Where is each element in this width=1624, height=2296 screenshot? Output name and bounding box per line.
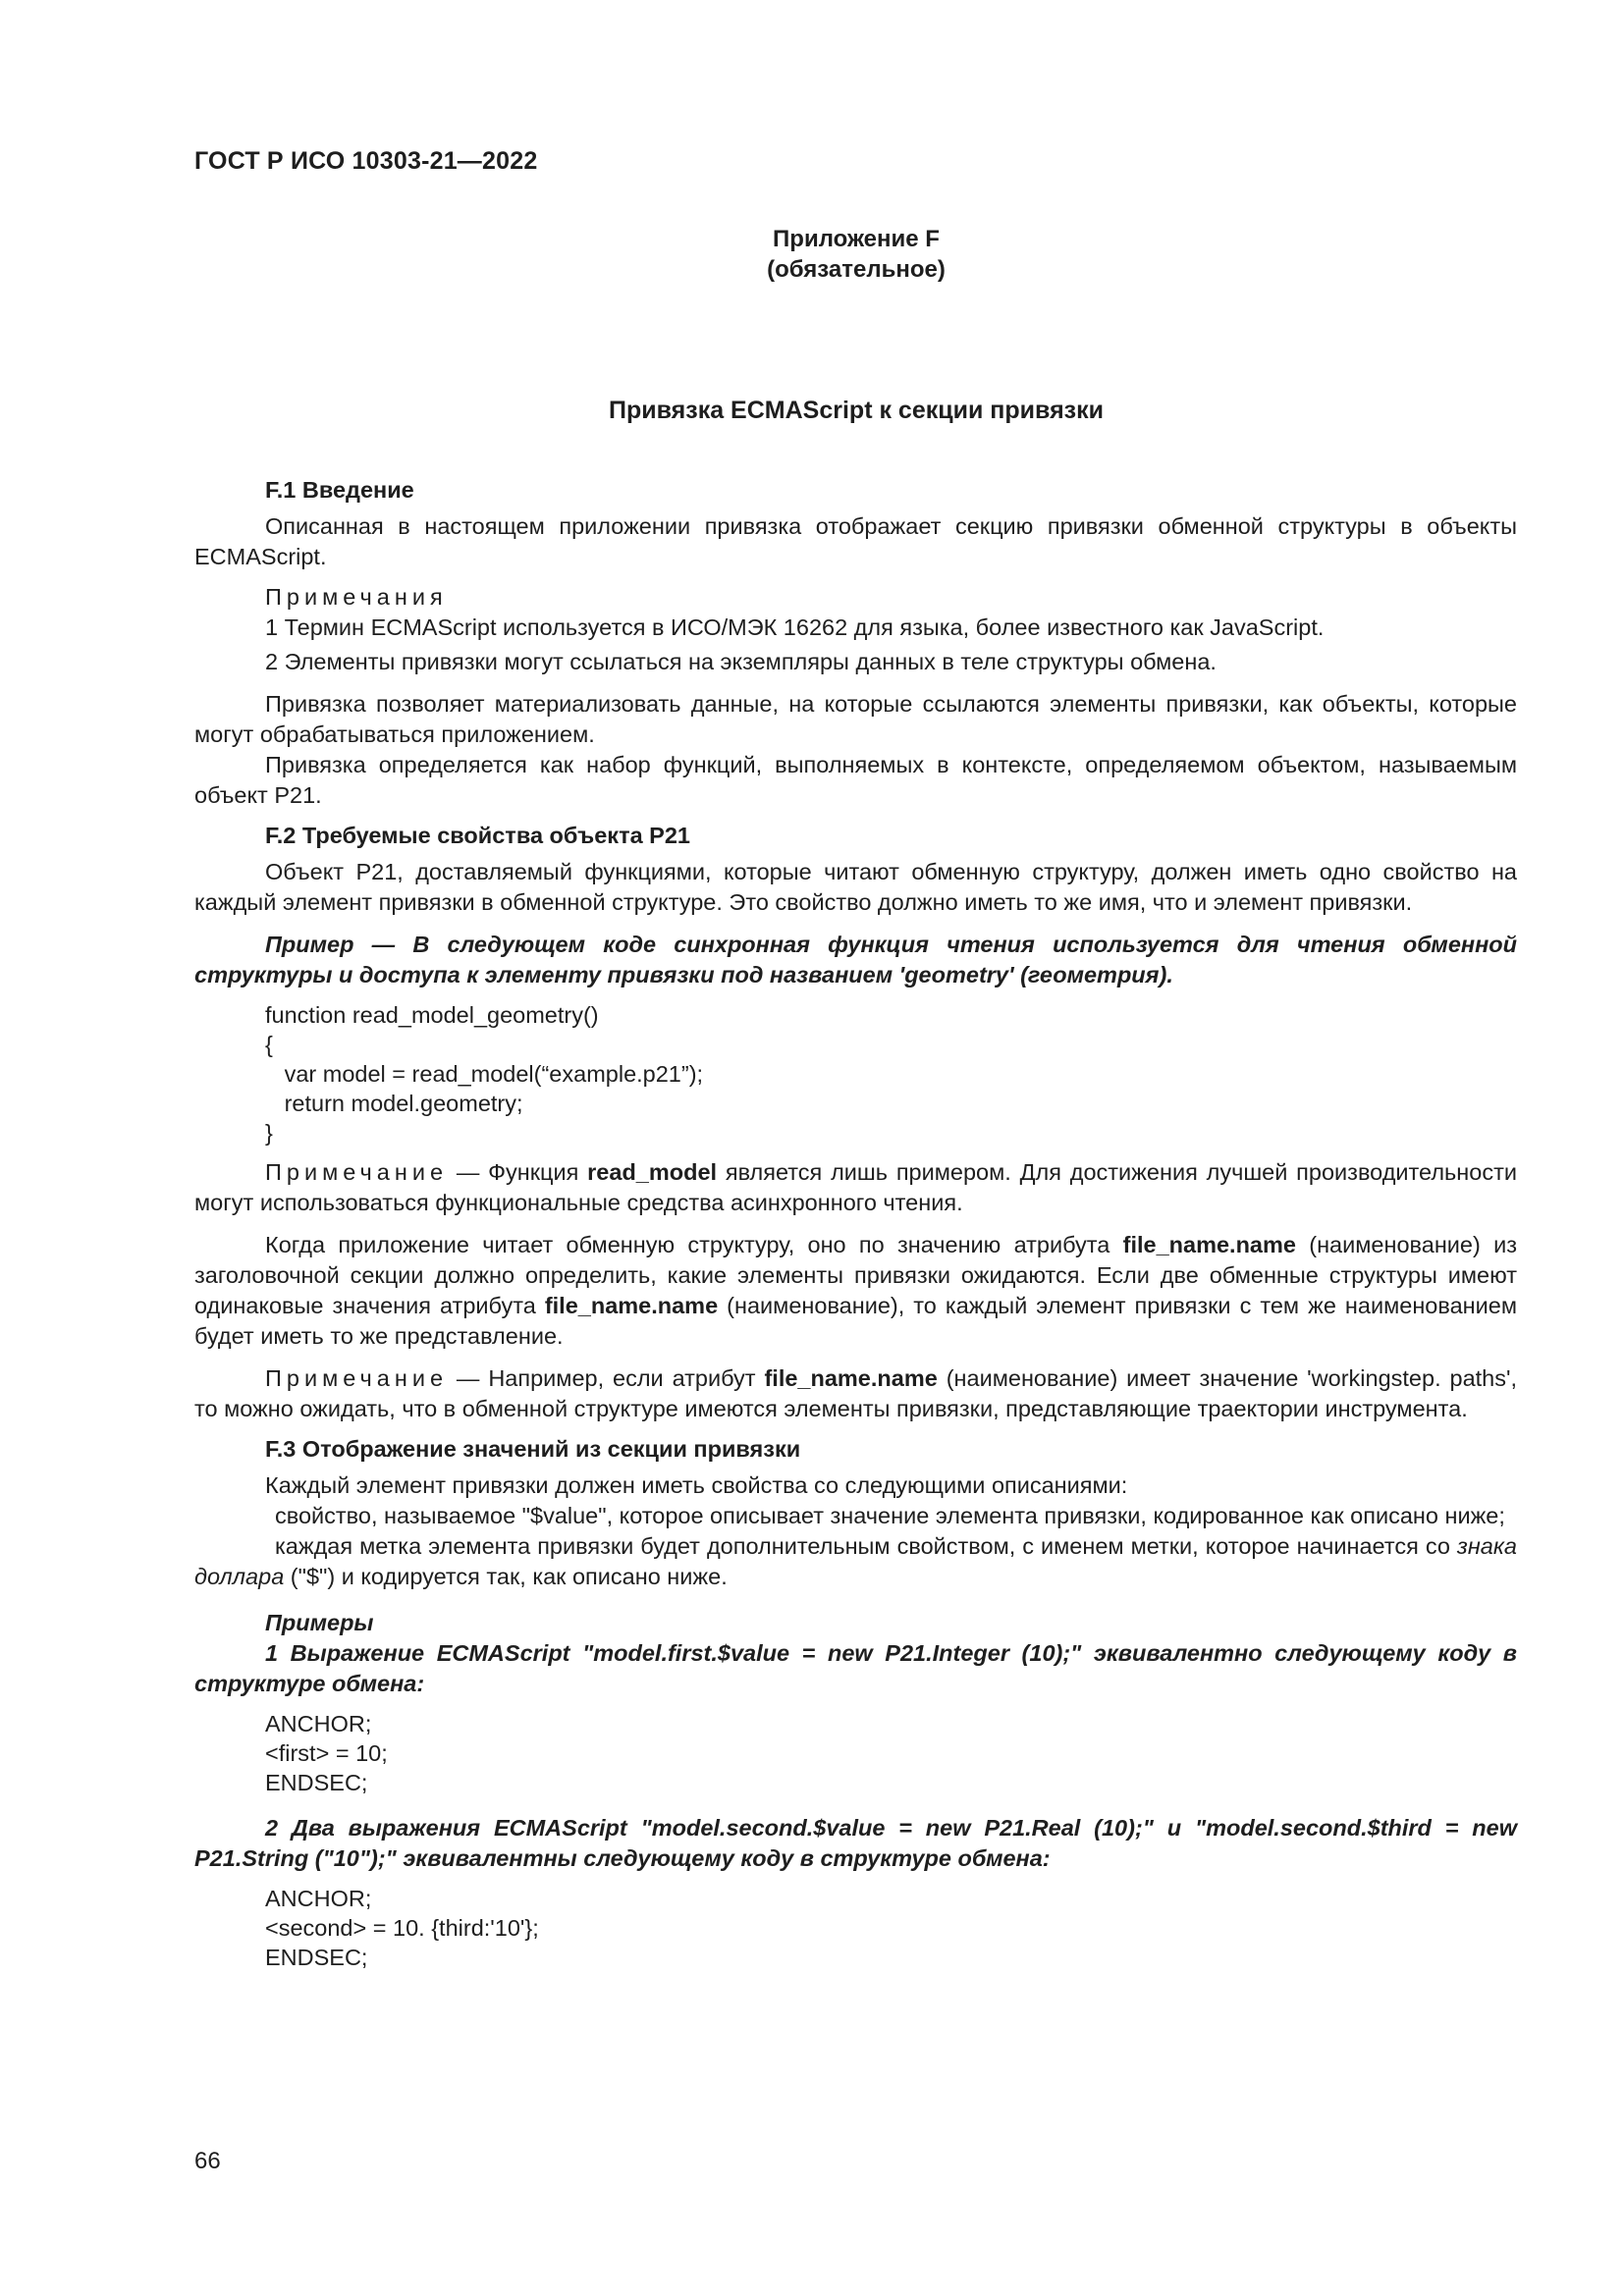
- annex-label: Приложение F: [773, 226, 940, 252]
- document-code: ГОСТ Р ИСО 10303-21—2022: [194, 147, 538, 175]
- code-term: file_name.name: [764, 1365, 938, 1391]
- note-paragraph: [194, 1363, 1517, 1424]
- section-heading-f1: F.1 Введение: [265, 477, 414, 503]
- example-statement: 1 Выражение ECMAScript "model.first.$value = new P21.Integer (10);" эквивалентно следующему коду в структуре обмена:: [194, 1640, 1517, 1696]
- code-term: file_name.name: [544, 1293, 719, 1318]
- paragraph: Объект P21, доставляемый функциями, которые читают обменную структуру, должен иметь одно свойство на каждый элемент привязки в обменной структуре. Это свойство должно иметь то же имя, что и элемент привязки.: [194, 859, 1517, 915]
- paragraph: Привязка определяется как набор функций, выполняемых в контексте, определяемом объектом, называемым объект P21.: [194, 752, 1517, 808]
- paragraph-text: ("$") и кодируется так, как описано ниже.: [284, 1564, 728, 1589]
- list-paragraph: [194, 1531, 1517, 1592]
- paragraph-text: (наименование), то каждый элемент привязки с тем же наименованием будет иметь то же представление.: [194, 1293, 1517, 1349]
- code-sample: ANCHOR; <second> = 10. {third:'10'}; ENDSEC;: [265, 1886, 539, 1970]
- paragraph: [194, 1230, 1517, 1352]
- document-body: [194, 475, 1517, 1982]
- code-term: file_name.name: [1122, 1232, 1296, 1257]
- notes-title: Примечания: [265, 584, 448, 610]
- note-text: (наименование) имеет значение 'workingstep. paths', то можно ожидать, что в обменной структуре имеются элементы привязки, представляющие траектории инструмента.: [194, 1365, 1518, 1421]
- note-label: Примечание: [265, 1365, 449, 1391]
- paragraph: Описанная в настоящем приложении привязка отображает секцию привязки обменной структуры в объекты ECMAScript.: [194, 513, 1517, 569]
- code-sample: function read_model_geometry() { var model = read_model(“example.p21”); return model.geometry; }: [265, 1002, 704, 1146]
- section-heading-f3: F.3 Отображение значений из секции привязки: [265, 1436, 801, 1462]
- note-text: — Функция: [448, 1159, 588, 1185]
- paragraph-text: Когда приложение читает обменную структуру, оно по значению атрибута: [265, 1232, 1123, 1257]
- note-text: является лишь примером. Для достижения лучшей производительности могут использоваться функциональные средства асинхронного чтения.: [194, 1159, 1517, 1215]
- list-paragraph: свойство, называемое "$value", которое описывает значение элемента привязки, кодированное как описано ниже;: [275, 1503, 1505, 1528]
- note-item: 1 Термин ECMAScript используется в ИСО/МЭК 16262 для языка, более известного как JavaScript.: [265, 614, 1325, 640]
- example-statement: Пример — В следующем коде синхронная функция чтения используется для чтения обменной структуры и доступа к элементу привязки под названием 'geometry' (геометрия).: [194, 932, 1517, 988]
- section-heading-f2: F.2 Требуемые свойства объекта P21: [265, 823, 690, 848]
- note-label: Примечание: [265, 1159, 449, 1185]
- annex-title: Привязка ECMAScript к секции привязки: [609, 397, 1104, 424]
- paragraph-text: (наименование) из заголовочной секции должно определить, какие элементы привязки ожидаются. Если две обменные структуры имеют одинаковые значения атрибута: [194, 1232, 1517, 1318]
- paragraph: Каждый элемент привязки должен иметь свойства со следующими описаниями:: [265, 1472, 1128, 1498]
- page-number: 66: [194, 2148, 221, 2174]
- italic-term: знака доллара: [194, 1533, 1517, 1589]
- paragraph-text: каждая метка элемента привязки будет дополнительным свойством, с именем метки, которое начинается со: [275, 1533, 1457, 1559]
- note-item: 2 Элементы привязки могут ссылаться на экземпляры данных в теле структуры обмена.: [265, 649, 1217, 674]
- annex-header: [0, 224, 1624, 285]
- notes-block: [194, 582, 1517, 677]
- note-text: — Например, если атрибут: [448, 1365, 765, 1391]
- annex-status: (обязательное): [767, 256, 946, 283]
- note-paragraph: [194, 1157, 1517, 1218]
- code-term: read_model: [587, 1159, 718, 1185]
- example-statement: 2 Два выражения ECMAScript "model.second.$value = new P21.Real (10);" и "model.second.$third = new P21.String ("10");" эквивалентны следующему коду в структуре обмена:: [194, 1815, 1517, 1871]
- code-sample: ANCHOR; <first> = 10; ENDSEC;: [265, 1711, 388, 1795]
- paragraph: Привязка позволяет материализовать данные, на которые ссылаются элементы привязки, как объекты, которые могут обрабатываться приложением.: [194, 691, 1517, 747]
- examples-title: Примеры: [265, 1610, 374, 1635]
